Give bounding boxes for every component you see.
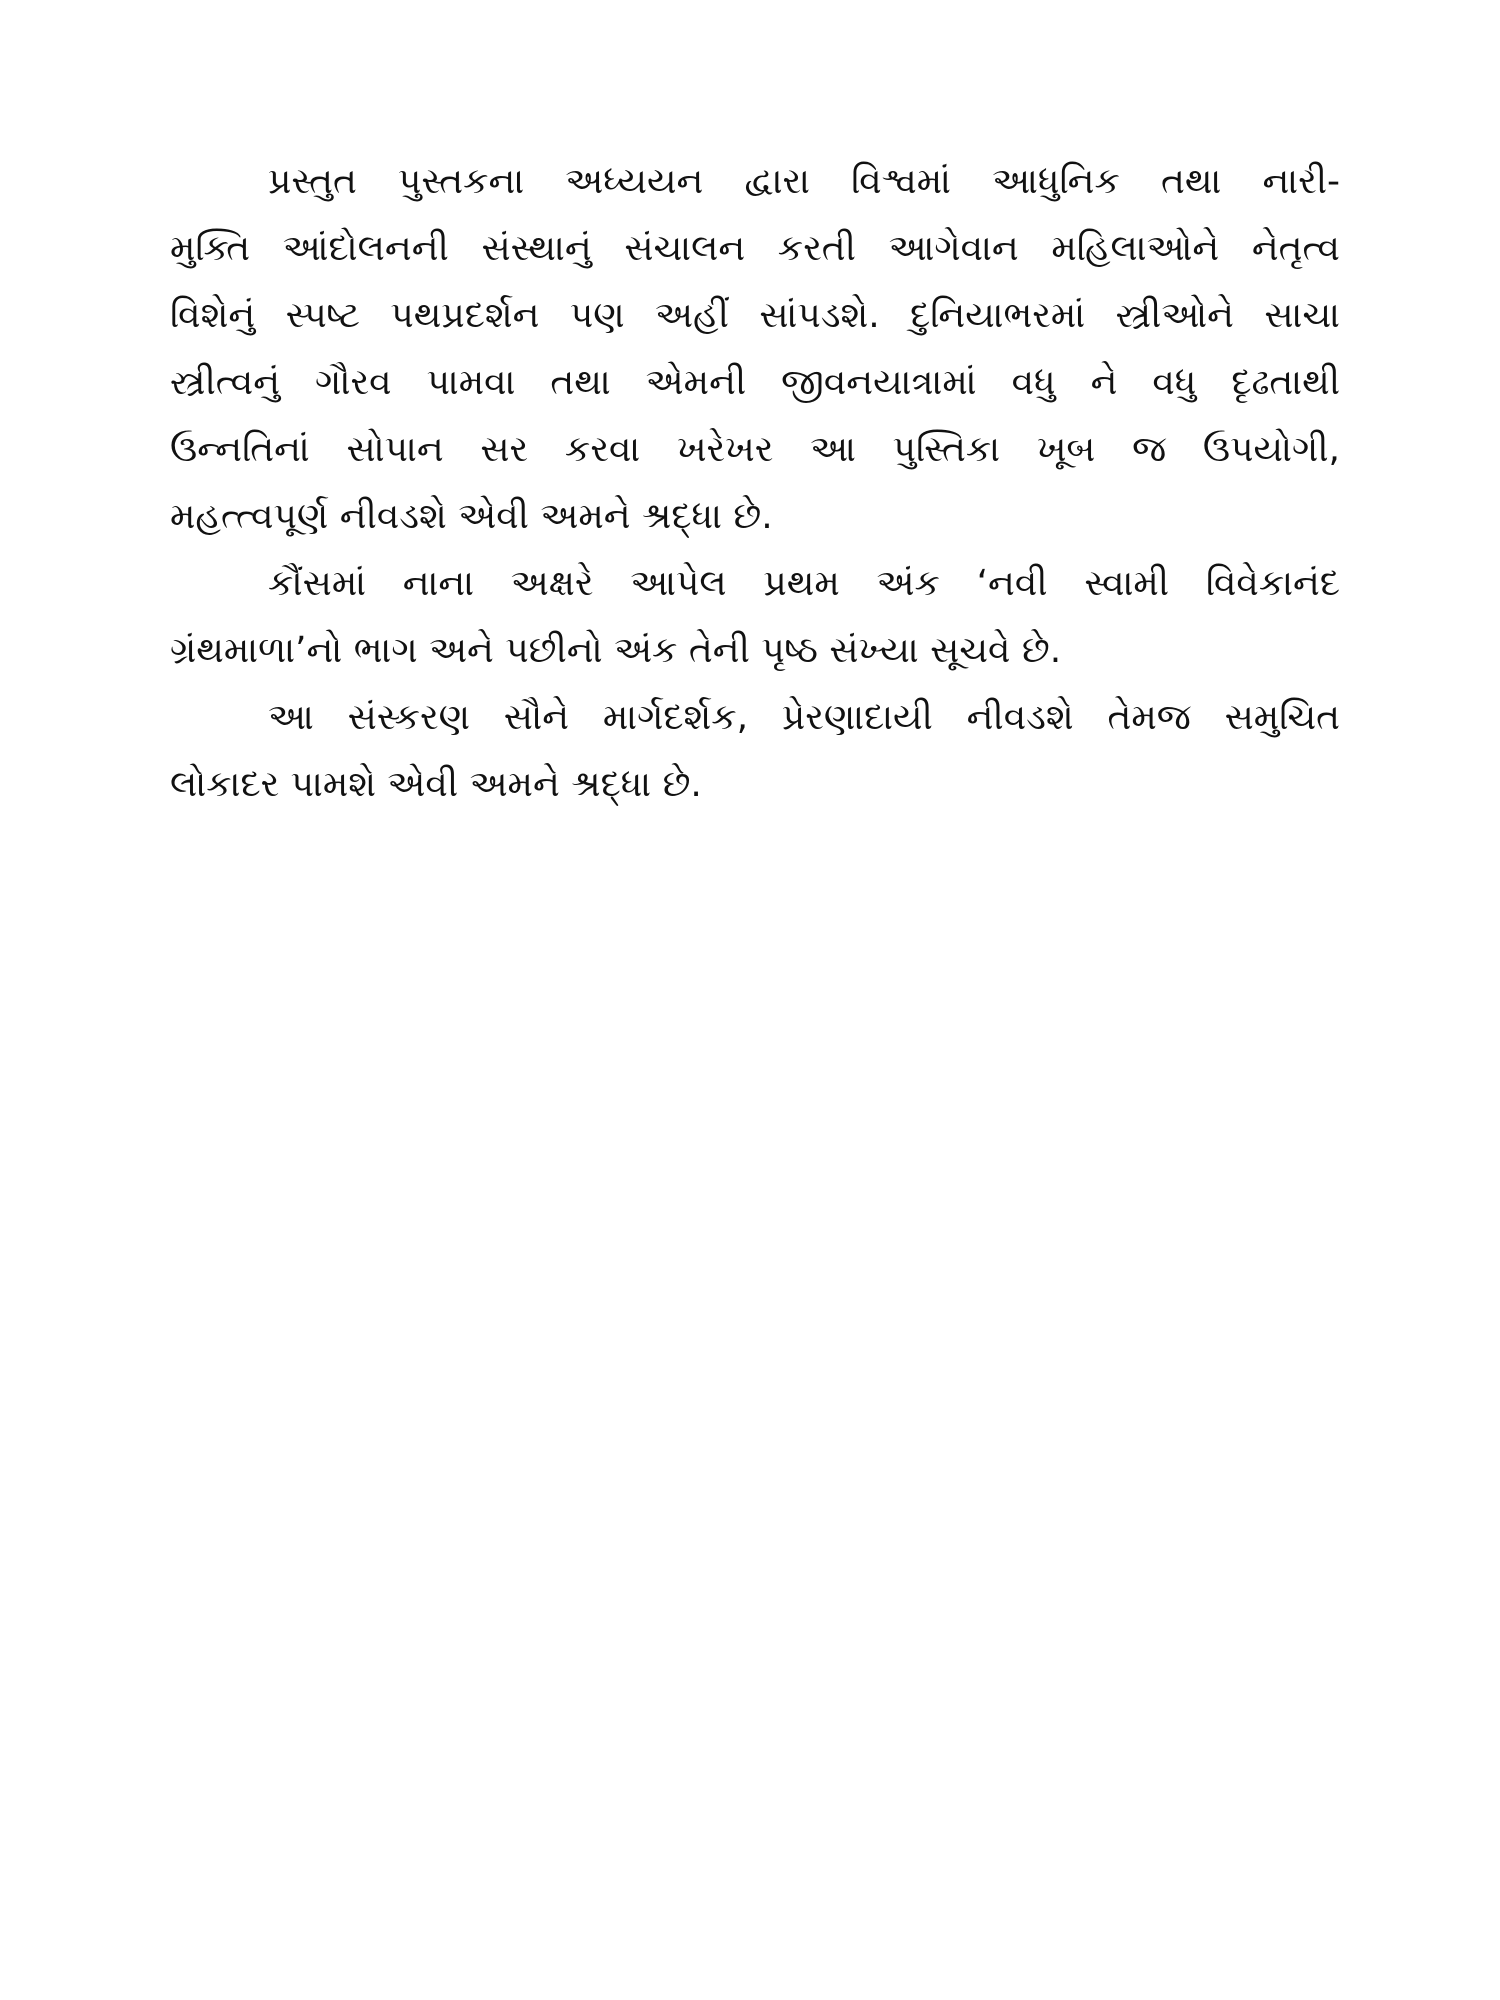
paragraph-line: લોકાદર પામશે એવી અમને શ્રદ્ધા છે. (170, 764, 702, 805)
body-text (170, 148, 1340, 818)
paragraph-line: સ્ત્રીત્વનું ગૌરવ પામવા તથા એમની જીવનયાત્રામાં વધુ ને વધુ દૃઢતાથી (170, 362, 1340, 403)
paragraph-line: ઉન્નતિનાં સોપાન સર કરવા ખરેખર આ પુસ્તિકા ખૂબ જ ઉપયોગી, (170, 429, 1340, 470)
paragraph-line: વિશેનું સ્પષ્ટ પથપ્રદર્શન પણ અહીં સાંપડશે. દુનિયાભરમાં સ્ત્રીઓને સાચા (170, 295, 1340, 336)
paragraph-3 (170, 684, 1340, 818)
paragraph-2 (170, 550, 1340, 684)
paragraph-line: મુક્તિ આંદોલનની સંસ્થાનું સંચાલન કરતી આગેવાન મહિલાઓને નેતૃત્વ (170, 228, 1340, 269)
paragraph-line: પ્રસ્તુત પુસ્તકના અધ્યયન દ્વારા વિશ્વમાં આધુનિક તથા નારી- (268, 161, 1340, 202)
paragraph-line: કૌંસમાં નાના અક્ષરે આપેલ પ્રથમ અંક ‘નવી સ્વામી વિવેકાનંદ (268, 563, 1340, 604)
paragraph-line: મહત્ત્વપૂર્ણ નીવડશે એવી અમને શ્રદ્ધા છે. (170, 496, 773, 537)
paragraph-1 (170, 148, 1340, 550)
paragraph-line: આ સંસ્કરણ સૌને માર્ગદર્શક, પ્રેરણાદાયી નીવડશે તેમજ સમુચિત (268, 697, 1340, 738)
paragraph-line: ગ્રંથમાળા’નો ભાગ અને પછીનો અંક તેની પૃષ્ઠ સંખ્યા સૂચવે છે. (170, 630, 1062, 671)
